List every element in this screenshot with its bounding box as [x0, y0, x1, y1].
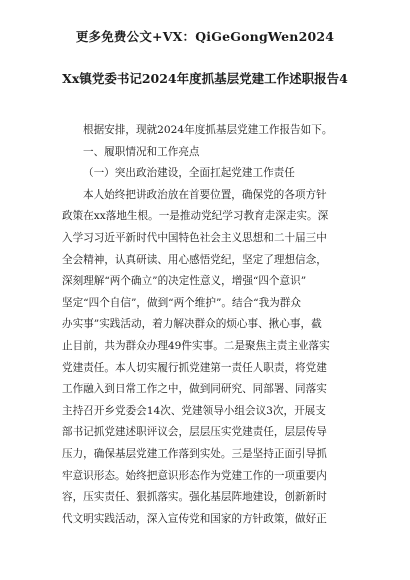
body-line: 主持召开乡党委会14次、党建领导小组会议3次，开展支 — [62, 404, 326, 417]
body-line: 工作融入到日常工作之中，做到同研究、同部署、同落实 — [62, 383, 327, 396]
section-heading: 一、履职情况和工作亮点 — [83, 145, 200, 158]
intro-paragraph: 根据安排，现就2024年度抓基层党建工作报告如下。 — [83, 124, 333, 136]
body-line: 全会精神，认真研读、用心感悟党纪，坚定了理想信念， — [62, 253, 327, 266]
body-line: 入学习习近平新时代中国特色社会主义思想和二十届三中 — [62, 231, 327, 244]
watermark-header: 更多免费公文+VX：QiGeGongWen2024 — [75, 29, 335, 44]
body-line: 容，压实责任、狠抓落实。强化基层阵地建设，创新新时 — [62, 491, 327, 504]
body-line: 牢意识形态。始终把意识形态作为党建工作的一项重要内 — [62, 469, 327, 482]
body-line: 深刻理解“两个确立”的决定性意义，增强“四个意识” — [62, 275, 307, 288]
body-line: 坚定“四个自信”，做到“两个维护”。结合“我为群众 — [62, 296, 301, 309]
body-line: 止目前，共为群众办理49件实事。二是聚焦主责主业落实 — [62, 339, 330, 352]
body-line: 党建责任。本人切实履行抓党建第一责任人职责，将党建 — [62, 361, 327, 374]
body-line: 代文明实践活动，深入宣传党和国家的方针政策，做好正 — [62, 512, 327, 525]
subsection-heading: （一）突出政治建设，全面扛起党建工作责任 — [83, 167, 295, 180]
body-line: 部书记抓党建述职评议会，层层压实党建责任，层层传导 — [62, 426, 327, 439]
document-title: Xx镇党委书记2024年度抓基层党建工作述职报告4 — [62, 71, 348, 86]
document-body — [62, 120, 355, 530]
body-line: 办实事”实践活动，着力解决群众的烦心事、揪心事，截 — [62, 318, 322, 331]
body-line: 本人始终把讲政治放在首要位置，确保党的各项方针 — [83, 188, 327, 201]
body-line: 政策在xx落地生根。一是推动党纪学习教育走深走实。深 — [62, 210, 329, 223]
body-line: 压力，确保基层党建工作落到实处。三是坚持正面引导抓 — [62, 447, 327, 460]
